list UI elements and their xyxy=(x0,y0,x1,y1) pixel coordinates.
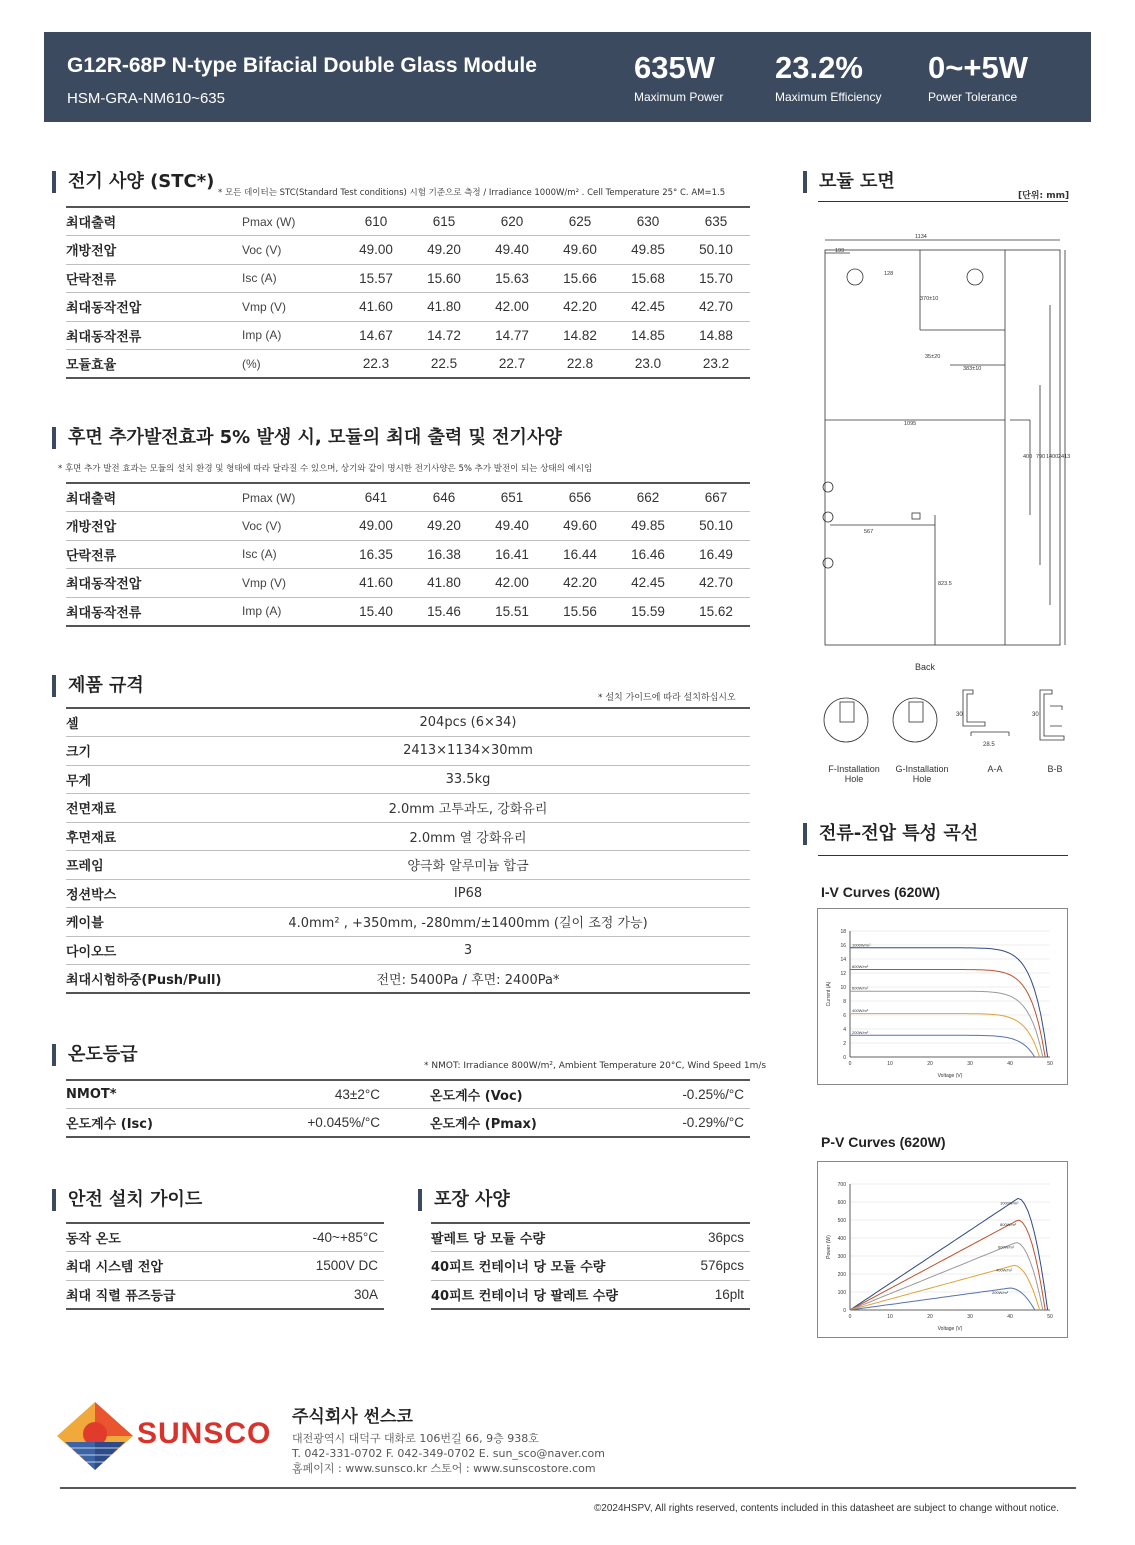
row-value: 49.00 xyxy=(342,512,410,541)
row-label: 온도계수 (Voc) xyxy=(430,1080,630,1109)
row-value: 49.00 xyxy=(342,236,410,265)
series-line xyxy=(850,1243,1043,1310)
row-label: 동작 온도 xyxy=(66,1223,266,1252)
row-value: 41.60 xyxy=(342,569,410,598)
x-tick-label: 40 xyxy=(1007,1061,1013,1067)
y-tick-label: 10 xyxy=(840,985,846,991)
row-value: 14.85 xyxy=(614,321,682,350)
row-label: 후면재료 xyxy=(66,822,266,851)
bifacial-section-title: 후면 추가발전효과 5% 발생 시, 모듈의 최대 출력 및 전기사양 xyxy=(52,427,562,449)
header-banner xyxy=(44,32,1091,122)
bifacial-table xyxy=(66,482,750,627)
row-value: 33.5kg xyxy=(266,765,670,794)
footer-divider xyxy=(60,1487,1076,1489)
row-label: 프레임 xyxy=(66,851,266,880)
company-contact: T. 042-331-0702 F. 042-349-0702 E. sun_sco@naver.com xyxy=(292,1447,605,1460)
row-label: 온도계수 (Pmax) xyxy=(430,1109,630,1138)
caption-aa: A-A xyxy=(987,764,1003,774)
y-tick-label: 0 xyxy=(843,1308,846,1314)
row-value: 42.70 xyxy=(682,293,750,322)
y-tick-label: 2 xyxy=(843,1041,846,1047)
company-address: 대전광역시 대덕구 대화로 106번길 66, 9층 938호 xyxy=(292,1432,539,1445)
row-value: 615 xyxy=(410,207,478,236)
x-tick-label: 30 xyxy=(967,1314,973,1320)
y-tick-label: 200 xyxy=(837,1272,846,1278)
row-value: 662 xyxy=(614,483,682,512)
row-value: 4.0mm² , +350mm, -280mm/±1400mm (길이 조정 가능) xyxy=(266,908,670,937)
y-tick-label: 500 xyxy=(837,1218,846,1224)
row-value: -0.25%/°C xyxy=(630,1080,750,1109)
row-value: 630 xyxy=(614,207,682,236)
row-label: 최대동작전압 xyxy=(66,293,242,322)
row-unit: Isc (A) xyxy=(242,540,342,569)
row-label: 최대 시스템 전압 xyxy=(66,1252,266,1281)
row-value: 22.5 xyxy=(410,350,478,379)
x-tick-label: 50 xyxy=(1047,1314,1053,1320)
svg-text:30: 30 xyxy=(956,712,963,718)
row-label: 단락전류 xyxy=(66,264,242,293)
y-tick-label: 18 xyxy=(840,929,846,935)
stc-note: * 모든 데이터는 STC(Standard Test conditions) 시험 기준으로 측정 / Irradiance 1000W/m² . Cell Temperature 25° C. AM=1.5 xyxy=(218,188,726,198)
dim-567: 567 xyxy=(864,529,874,535)
table-row xyxy=(66,908,750,937)
row-label: 최대 직렬 퓨즈등급 xyxy=(66,1280,266,1309)
safety-table xyxy=(66,1222,384,1310)
table-row xyxy=(66,264,750,293)
dim-383: 383±10 xyxy=(963,366,982,372)
x-axis-label: Voltage (V) xyxy=(937,1326,963,1332)
stc-section-title: 전기 사양 (STC*) xyxy=(52,171,214,193)
row-label: 최대동작전류 xyxy=(66,321,242,350)
product-note: * 설치 가이드에 따라 설치하십시오 xyxy=(598,693,736,703)
x-axis-label: Voltage (V) xyxy=(937,1073,963,1079)
table-row xyxy=(66,765,750,794)
row-value: 전면: 5400Pa / 후면: 2400Pa* xyxy=(266,965,670,994)
row-value: 16.44 xyxy=(546,540,614,569)
stc-table xyxy=(66,206,750,379)
series-label: 600W/m² xyxy=(852,985,869,991)
row-value: 50.10 xyxy=(682,236,750,265)
row-value: 49.85 xyxy=(614,236,682,265)
row-value: 16.46 xyxy=(614,540,682,569)
row-value: 양극화 알루미늄 합금 xyxy=(266,851,670,880)
row-value: 16.38 xyxy=(410,540,478,569)
row-value: 16.41 xyxy=(478,540,546,569)
curves-divider xyxy=(818,855,1068,856)
temp-section-title: 온도등급 xyxy=(52,1044,138,1066)
row-value: 42.45 xyxy=(614,293,682,322)
row-value: 16.35 xyxy=(342,540,410,569)
table-row xyxy=(66,936,750,965)
row-unit: Isc (A) xyxy=(242,264,342,293)
row-value: 656 xyxy=(546,483,614,512)
row-value: 22.3 xyxy=(342,350,410,379)
row-value: 15.63 xyxy=(478,264,546,293)
company-name: 주식회사 썬스코 xyxy=(292,1407,413,1427)
row-label: 정션박스 xyxy=(66,879,266,908)
series-label: 200W/m² xyxy=(992,1290,1009,1296)
row-label: 온도계수 (Isc) xyxy=(66,1109,266,1138)
table-row xyxy=(66,822,750,851)
row-value: 36pcs xyxy=(651,1223,750,1252)
row-unit: Imp (A) xyxy=(242,597,342,626)
table-row xyxy=(66,1080,750,1109)
x-tick-label: 10 xyxy=(887,1061,893,1067)
row-value: 15.46 xyxy=(410,597,478,626)
row-value: 49.20 xyxy=(410,512,478,541)
series-label: 800W/m² xyxy=(1000,1222,1017,1227)
x-tick-label: 0 xyxy=(848,1314,852,1320)
table-row xyxy=(66,512,750,541)
table-row xyxy=(66,569,750,598)
table-row xyxy=(66,350,750,379)
bifacial-note: * 후면 추가 발전 효과는 모듈의 설치 환경 및 형태에 따라 달라질 수 있으며, 상기와 같이 명시한 전기사양은 5% 추가 발전이 되는 상태의 예시임 xyxy=(58,464,593,474)
table-row xyxy=(66,1223,384,1252)
row-unit: Voc (V) xyxy=(242,512,342,541)
row-value: 651 xyxy=(478,483,546,512)
row-value: 15.70 xyxy=(682,264,750,293)
copyright: ©2024HSPV, All rights reserved, contents included in this datasheet are subject to change without notice. xyxy=(593,1503,1059,1514)
row-value: 42.20 xyxy=(546,293,614,322)
row-value: 15.66 xyxy=(546,264,614,293)
y-tick-label: 14 xyxy=(840,957,846,963)
row-unit: Voc (V) xyxy=(242,236,342,265)
row-value: 41.60 xyxy=(342,293,410,322)
y-tick-label: 16 xyxy=(840,943,846,949)
caption-bb: B-B xyxy=(1047,764,1063,774)
dim-2413: 2413 xyxy=(1058,454,1071,460)
sunsco-logo-icon xyxy=(55,1400,135,1472)
y-tick-label: 300 xyxy=(837,1254,846,1260)
dim-400: 400 xyxy=(1023,454,1033,460)
module-back-drawing xyxy=(800,225,1090,685)
dim-370: 370±10 xyxy=(920,296,939,302)
row-label: 40피트 컨테이너 당 팔레트 수량 xyxy=(431,1280,651,1309)
temp-table xyxy=(66,1079,750,1138)
row-label: 최대출력 xyxy=(66,207,242,236)
drawing-divider xyxy=(818,201,1068,202)
row-value: 15.60 xyxy=(410,264,478,293)
y-tick-label: 400 xyxy=(837,1236,846,1242)
x-tick-label: 30 xyxy=(967,1061,973,1067)
table-row xyxy=(66,1252,384,1281)
row-label: 팔레트 당 모듈 수량 xyxy=(431,1223,651,1252)
table-row xyxy=(66,540,750,569)
row-label: 개방전압 xyxy=(66,512,242,541)
row-value: IP68 xyxy=(266,879,670,908)
model-range: HSM-GRA-NM610~635 xyxy=(67,90,225,107)
caption-g-hole: G-Installation Hole xyxy=(895,764,949,784)
row-value: 204pcs (6×34) xyxy=(266,708,670,737)
packing-table xyxy=(431,1222,750,1310)
row-value: 635 xyxy=(682,207,750,236)
y-tick-label: 700 xyxy=(837,1182,846,1188)
pv-chart-box xyxy=(817,1161,1068,1338)
dim-width: 1134 xyxy=(915,234,927,240)
dim-1400: 1400 xyxy=(1046,454,1059,460)
series-label: 1000W/m² xyxy=(852,942,871,948)
brand-name: SUNSCO xyxy=(137,1417,272,1450)
row-unit: (%) xyxy=(242,350,342,379)
table-row xyxy=(66,1109,750,1138)
row-value: 41.80 xyxy=(410,293,478,322)
row-value: 1500V DC xyxy=(266,1252,384,1281)
product-title: G12R-68P N-type Bifacial Double Glass Module xyxy=(67,54,537,77)
row-value: 23.0 xyxy=(614,350,682,379)
x-tick-label: 0 xyxy=(848,1061,852,1067)
table-row xyxy=(66,1280,384,1309)
row-value: 646 xyxy=(410,483,478,512)
company-web: 홈페이지 : www.sunsco.kr 스토어 : www.sunscostore.com xyxy=(292,1462,596,1475)
table-row xyxy=(66,879,750,908)
row-unit: Imp (A) xyxy=(242,321,342,350)
series-label: 600W/m² xyxy=(998,1244,1015,1250)
row-label: 최대시험하중(Push/Pull) xyxy=(66,965,266,994)
curves-section-title: 전류-전압 특성 곡선 xyxy=(803,823,978,845)
row-value: -0.29%/°C xyxy=(630,1109,750,1138)
row-value: 23.2 xyxy=(682,350,750,379)
dim-1095: 1095 xyxy=(904,421,917,427)
product-table xyxy=(66,707,750,994)
row-unit: Pmax (W) xyxy=(242,483,342,512)
dim-128: 128 xyxy=(884,271,894,277)
row-label: 최대출력 xyxy=(66,483,242,512)
back-label: Back xyxy=(915,662,936,672)
row-value: 42.00 xyxy=(478,293,546,322)
y-tick-label: 600 xyxy=(837,1200,846,1206)
y-tick-label: 6 xyxy=(843,1013,846,1019)
table-row xyxy=(66,597,750,626)
row-value: 14.82 xyxy=(546,321,614,350)
row-value: 22.7 xyxy=(478,350,546,379)
row-value: 667 xyxy=(682,483,750,512)
row-label: 전면재료 xyxy=(66,794,266,823)
x-tick-label: 40 xyxy=(1007,1314,1013,1320)
x-tick-label: 10 xyxy=(887,1314,893,1320)
row-value: 641 xyxy=(342,483,410,512)
row-value: 49.60 xyxy=(546,236,614,265)
row-value: -40~+85°C xyxy=(266,1223,384,1252)
row-label: 무게 xyxy=(66,765,266,794)
pv-chart-title: P-V Curves (620W) xyxy=(821,1134,946,1150)
row-unit: Pmax (W) xyxy=(242,207,342,236)
row-value: 2.0mm 고투과도, 강화유리 xyxy=(266,794,670,823)
row-value: 42.00 xyxy=(478,569,546,598)
series-label: 400W/m² xyxy=(852,1008,869,1014)
drawing-unit: [단위: mm] xyxy=(1018,191,1070,201)
row-value: 49.20 xyxy=(410,236,478,265)
row-label: 단락전류 xyxy=(66,540,242,569)
row-label: NMOT* xyxy=(66,1080,266,1109)
svg-text:28.5: 28.5 xyxy=(983,742,995,748)
row-value: 15.59 xyxy=(614,597,682,626)
table-row xyxy=(66,207,750,236)
svg-text:30: 30 xyxy=(1032,712,1039,718)
y-tick-label: 4 xyxy=(843,1027,846,1033)
table-row xyxy=(66,293,750,322)
table-row xyxy=(66,708,750,737)
profile-details xyxy=(818,688,1083,768)
row-label: 모듈효율 xyxy=(66,350,242,379)
temp-note: * NMOT: Irradiance 800W/m², Ambient Temperature 20°C, Wind Speed 1m/s xyxy=(424,1061,767,1071)
y-tick-label: 8 xyxy=(843,999,846,1005)
packing-section-title: 포장 사양 xyxy=(418,1189,510,1211)
row-value: 16.49 xyxy=(682,540,750,569)
row-value: 15.56 xyxy=(546,597,614,626)
series-line xyxy=(850,1035,1035,1057)
row-value: 620 xyxy=(478,207,546,236)
row-value: 42.20 xyxy=(546,569,614,598)
series-label: 400W/m² xyxy=(996,1267,1013,1273)
y-axis-label: Power (W) xyxy=(826,1235,832,1259)
series-label: 1000W/m² xyxy=(1000,1200,1019,1206)
company-info xyxy=(292,1402,605,1476)
row-label: 케이블 xyxy=(66,908,266,937)
table-row xyxy=(66,794,750,823)
row-value: 2.0mm 열 강화유리 xyxy=(266,822,670,851)
dim-790: 790 xyxy=(1036,454,1046,460)
row-value: 15.62 xyxy=(682,597,750,626)
row-value: +0.045%/°C xyxy=(266,1109,386,1138)
y-axis-label: Current (A) xyxy=(826,981,832,1007)
x-tick-label: 20 xyxy=(927,1314,933,1320)
row-value: 15.57 xyxy=(342,264,410,293)
series-line xyxy=(850,1198,1048,1310)
stat-max-efficiency: 23.2% Maximum Efficiency xyxy=(775,50,882,104)
x-tick-label: 20 xyxy=(927,1061,933,1067)
table-row xyxy=(66,965,750,994)
row-value: 14.88 xyxy=(682,321,750,350)
row-value: 50.10 xyxy=(682,512,750,541)
dim-35: 35±20 xyxy=(925,354,941,360)
safety-section-title: 안전 설치 가이드 xyxy=(52,1189,202,1211)
iv-chart xyxy=(818,909,1067,1084)
row-label: 개방전압 xyxy=(66,236,242,265)
stat-max-power: 635W Maximum Power xyxy=(634,50,724,104)
row-value: 49.40 xyxy=(478,512,546,541)
row-value: 15.40 xyxy=(342,597,410,626)
dim-823: 823.5 xyxy=(938,581,952,587)
row-value: 3 xyxy=(266,936,670,965)
row-label: 40피트 컨테이너 당 모듈 수량 xyxy=(431,1252,651,1281)
table-row xyxy=(431,1252,750,1281)
table-row xyxy=(66,483,750,512)
row-value: 14.77 xyxy=(478,321,546,350)
table-row xyxy=(66,851,750,880)
row-value: 16plt xyxy=(651,1280,750,1309)
stat-power-tolerance: 0~+5W Power Tolerance xyxy=(928,50,1028,104)
drawing-section-title: 모듈 도면 xyxy=(803,171,895,193)
row-value: 15.68 xyxy=(614,264,682,293)
y-tick-label: 0 xyxy=(843,1055,846,1061)
y-tick-label: 12 xyxy=(840,971,846,977)
row-label: 최대동작전류 xyxy=(66,597,242,626)
x-tick-label: 50 xyxy=(1047,1061,1053,1067)
row-value: 14.67 xyxy=(342,321,410,350)
table-row xyxy=(66,236,750,265)
row-value: 49.85 xyxy=(614,512,682,541)
iv-chart-title: I-V Curves (620W) xyxy=(821,884,941,900)
series-label: 200W/m² xyxy=(852,1029,869,1035)
row-unit: Vmp (V) xyxy=(242,293,342,322)
table-row xyxy=(66,321,750,350)
row-label: 다이오드 xyxy=(66,936,266,965)
row-value: 14.72 xyxy=(410,321,478,350)
row-value: 2413×1134×30mm xyxy=(266,737,670,766)
table-row xyxy=(66,737,750,766)
row-value: 49.40 xyxy=(478,236,546,265)
row-value: 15.51 xyxy=(478,597,546,626)
row-value: 42.45 xyxy=(614,569,682,598)
y-tick-label: 100 xyxy=(837,1290,846,1296)
row-value: 43±2°C xyxy=(266,1080,386,1109)
row-label: 셀 xyxy=(66,708,266,737)
iv-chart-box xyxy=(817,908,1068,1085)
pv-chart xyxy=(818,1162,1067,1337)
caption-f-hole: F-Installation Hole xyxy=(828,764,880,784)
row-value: 22.8 xyxy=(546,350,614,379)
row-value: 625 xyxy=(546,207,614,236)
row-value: 42.70 xyxy=(682,569,750,598)
row-unit: Vmp (V) xyxy=(242,569,342,598)
row-label: 최대동작전압 xyxy=(66,569,242,598)
table-row xyxy=(431,1280,750,1309)
series-label: 800W/m² xyxy=(852,964,869,969)
row-value: 49.60 xyxy=(546,512,614,541)
row-value: 41.80 xyxy=(410,569,478,598)
row-value: 610 xyxy=(342,207,410,236)
dim-199: 199 xyxy=(835,248,845,254)
product-section-title: 제품 규격 xyxy=(52,675,144,697)
table-row xyxy=(431,1223,750,1252)
row-label: 크기 xyxy=(66,737,266,766)
row-value: 576pcs xyxy=(651,1252,750,1281)
row-value: 30A xyxy=(266,1280,384,1309)
